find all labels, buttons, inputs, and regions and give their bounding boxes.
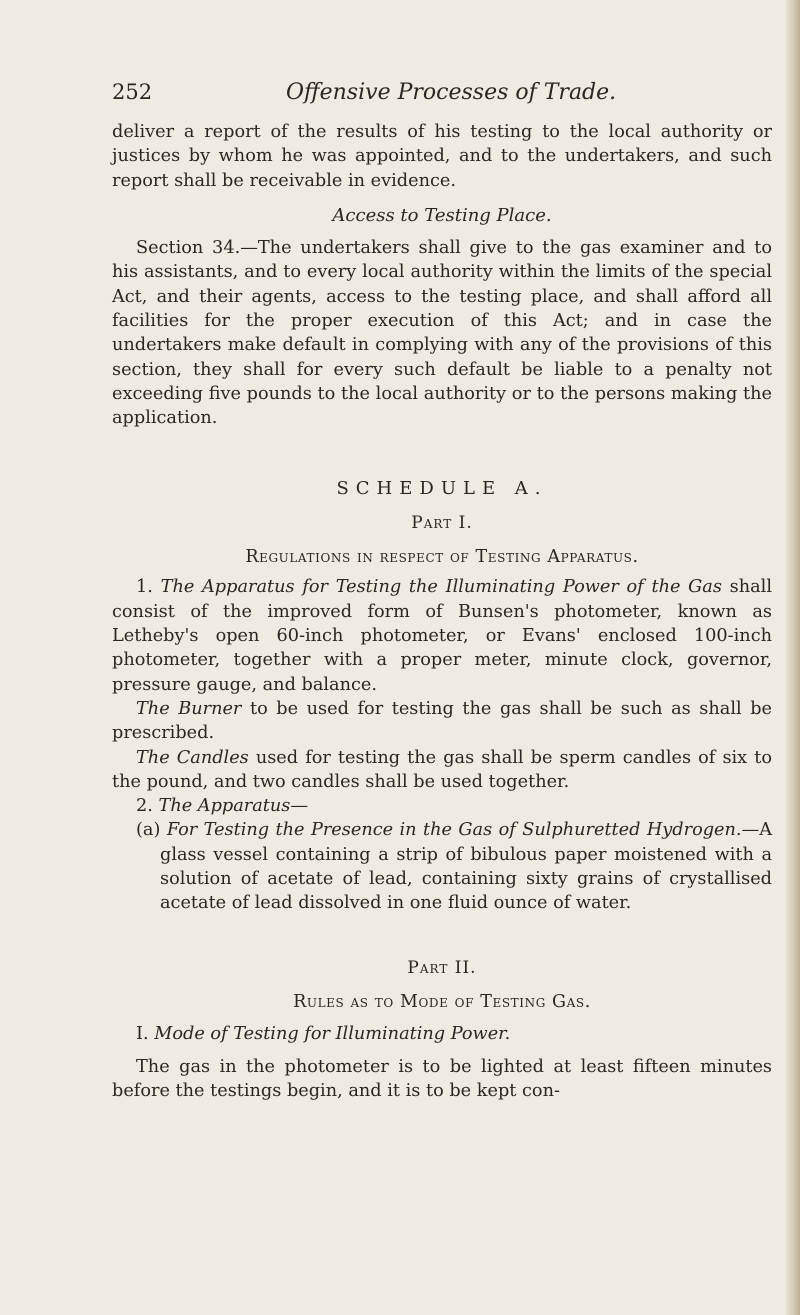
item-2-number: 2. bbox=[136, 796, 153, 817]
item-1-text: shall consist of the improved form of Bunsen's photometer, known as Letheby's open 60-inch photometer, or Evans' enclosed 100-inch photometer, together with a proper meter, minute clock, governor, pressure gauge, and balance. bbox=[112, 577, 772, 695]
item-1-paragraph bbox=[112, 575, 772, 696]
part-2-title: Part II. bbox=[407, 957, 477, 978]
candles-text: used for testing the gas shall be sperm candles of six to the pound, and two candles shall be used together. bbox=[112, 747, 772, 792]
page-number: 252 bbox=[112, 80, 153, 104]
book-page bbox=[112, 80, 772, 1103]
part-2-heading: Rules as to Mode of Testing Gas. bbox=[293, 991, 591, 1012]
sub-a-text: —A glass vessel containing a strip of bibulous paper moistened with a solution of acetate of lead, containing sixty grains of crystallised acetate of lead dissolved in one fluid ounce of water. bbox=[160, 820, 772, 914]
running-title: Offensive Processes of Trade. bbox=[286, 80, 617, 105]
burner-text: to be used for testing the gas shall be such as shall be prescribed. bbox=[112, 698, 772, 744]
burner-title: The Burner bbox=[136, 698, 242, 719]
part-1-title: Part I. bbox=[411, 512, 473, 533]
rule-1-paragraph: The gas in the photometer is to be lighted at least fifteen minutes before the testings begin, and it is to be kept con- bbox=[112, 1056, 772, 1101]
rule-1-number: I. bbox=[136, 1024, 149, 1045]
rule-1-title: Mode of Testing for Illuminating Power. bbox=[154, 1024, 511, 1045]
candles-paragraph bbox=[112, 746, 772, 795]
page-edge bbox=[786, 0, 800, 1315]
item-1-title: The Apparatus for Testing the Illuminating Power of the Gas bbox=[160, 577, 722, 598]
item-1-number: 1. bbox=[136, 577, 153, 598]
rule-1-heading bbox=[112, 1022, 772, 1046]
item-2-title: The Apparatus— bbox=[158, 796, 309, 817]
burner-paragraph bbox=[112, 697, 772, 746]
schedule-title: SCHEDULE A. bbox=[336, 477, 548, 499]
access-heading: Access to Testing Place. bbox=[332, 204, 552, 226]
candles-title: The Candles bbox=[136, 747, 249, 768]
item-2-paragraph bbox=[112, 794, 772, 818]
sub-a-label: (a) bbox=[136, 820, 161, 841]
sub-a-title: For Testing the Presence in the Gas of Sulphuretted Hydrogen. bbox=[166, 820, 742, 841]
part-1-heading: Regulations in respect of Testing Apparatus. bbox=[245, 547, 639, 568]
page-header bbox=[112, 80, 772, 120]
paragraph-continuation: deliver a report of the results of his testing to the local authority or justices by whom he was appointed, and to the undertakers, and such report shall be receivable in evidence. bbox=[112, 122, 772, 191]
section-34-paragraph: Section 34.—The undertakers shall give to the gas examiner and to his assistants, and to every local authority within the limits of the special Act, and their agents, access to the testing place, and shall afford all facilities for the proper execution of this Act; and in case the undertakers make default in complying with any of the provisions of this section, they shall for every such default be liable to a penalty not exceeding five pounds to the local authority or to the persons making the application. bbox=[112, 238, 772, 429]
sub-item-a bbox=[112, 818, 772, 915]
